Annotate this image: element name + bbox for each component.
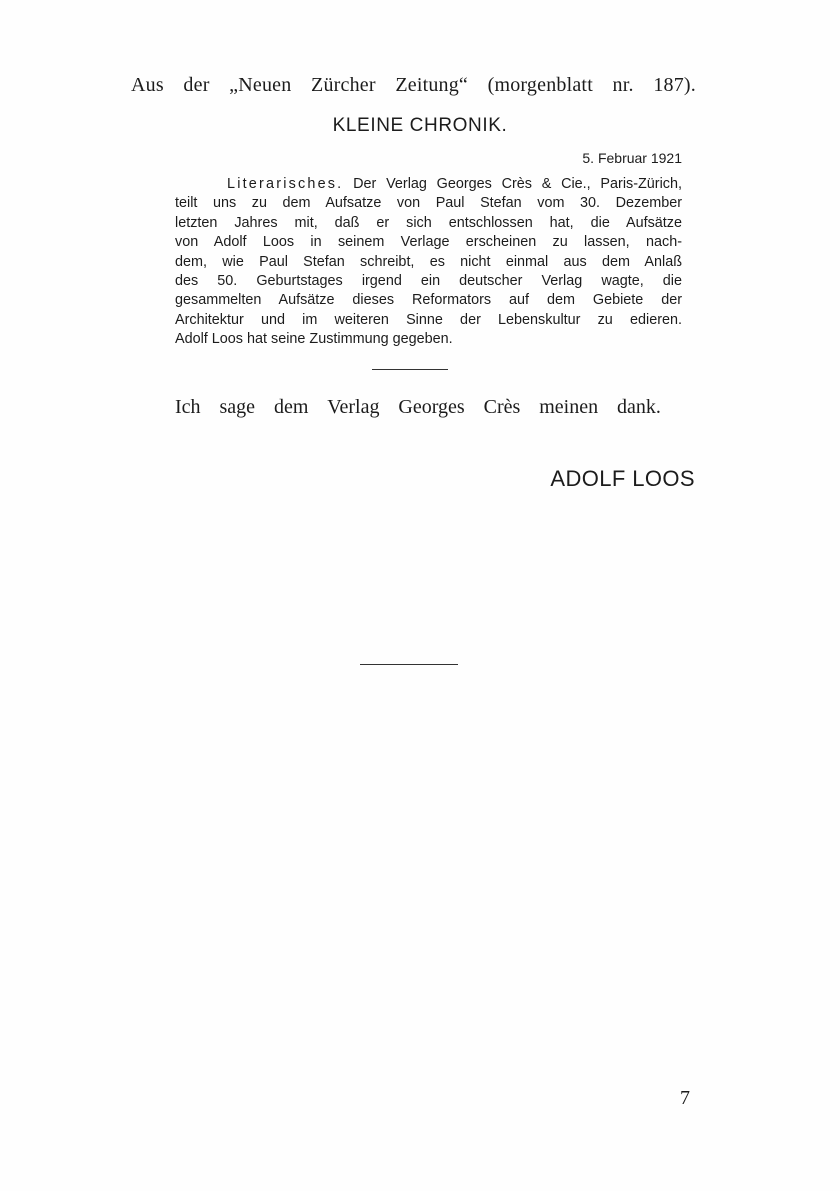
thanks-word: dem (273, 396, 309, 418)
article-line: des 50. Geburtstages irgend ein deutscher Verlag wagte, die (175, 273, 682, 290)
page-number: 7 (680, 1087, 690, 1109)
source-word: nr. (612, 74, 634, 96)
thanks-word: Ich (175, 396, 201, 418)
article-line: letzten Jahres mit, daß er sich entschlossen hat, die Aufsätze (175, 214, 682, 231)
thanks-word: meinen (539, 396, 599, 418)
thanks-word: Verlag (327, 396, 380, 418)
source-word: Zürcher (311, 74, 376, 96)
article-line (175, 175, 682, 194)
source-word: 187). (653, 74, 696, 96)
article-line: Architektur und im weiteren Sinne der Lebenskultur zu edieren. (175, 311, 682, 328)
article-date: 5. Februar 1921 (582, 150, 682, 166)
section-title: KLEINE CHRONIK. (332, 115, 508, 136)
thanks-word: Georges (398, 396, 465, 418)
divider-rule (372, 369, 448, 370)
source-word: Zeitung“ (395, 74, 469, 96)
source-attribution (131, 74, 696, 97)
article-line: teilt uns zu dem Aufsatze von Paul Stefan vom 30. Dezember (175, 195, 682, 212)
article-line: dem, wie Paul Stefan schreibt, es nicht einmal aus dem Anlaß (175, 253, 682, 270)
divider-rule (360, 664, 458, 665)
article-line: von Adolf Loos in seinem Verlage erscheinen zu lassen, nach- (175, 234, 682, 251)
thanks-word: Crès (483, 396, 521, 418)
source-word: Aus (131, 74, 164, 96)
author-signature: ADOLF LOOS (550, 466, 695, 491)
article-line: gesammelten Aufsätze dieses Reformators auf dem Gebiete der (175, 292, 682, 309)
source-word: der (183, 74, 210, 96)
article-body (175, 175, 682, 350)
article-line: Adolf Loos hat seine Zustimmung gegeben. (175, 331, 453, 348)
source-word: (morgenblatt (487, 74, 593, 96)
thanks-word: dank. (617, 396, 661, 418)
source-word: „Neuen (229, 74, 292, 96)
article-line-text: Der Verlag Georges Crès & Cie., Paris-Zürich, (343, 176, 682, 192)
thanks-sentence (175, 396, 661, 419)
article-lead-word: Literarisches. (227, 176, 344, 192)
thanks-word: sage (219, 396, 256, 418)
